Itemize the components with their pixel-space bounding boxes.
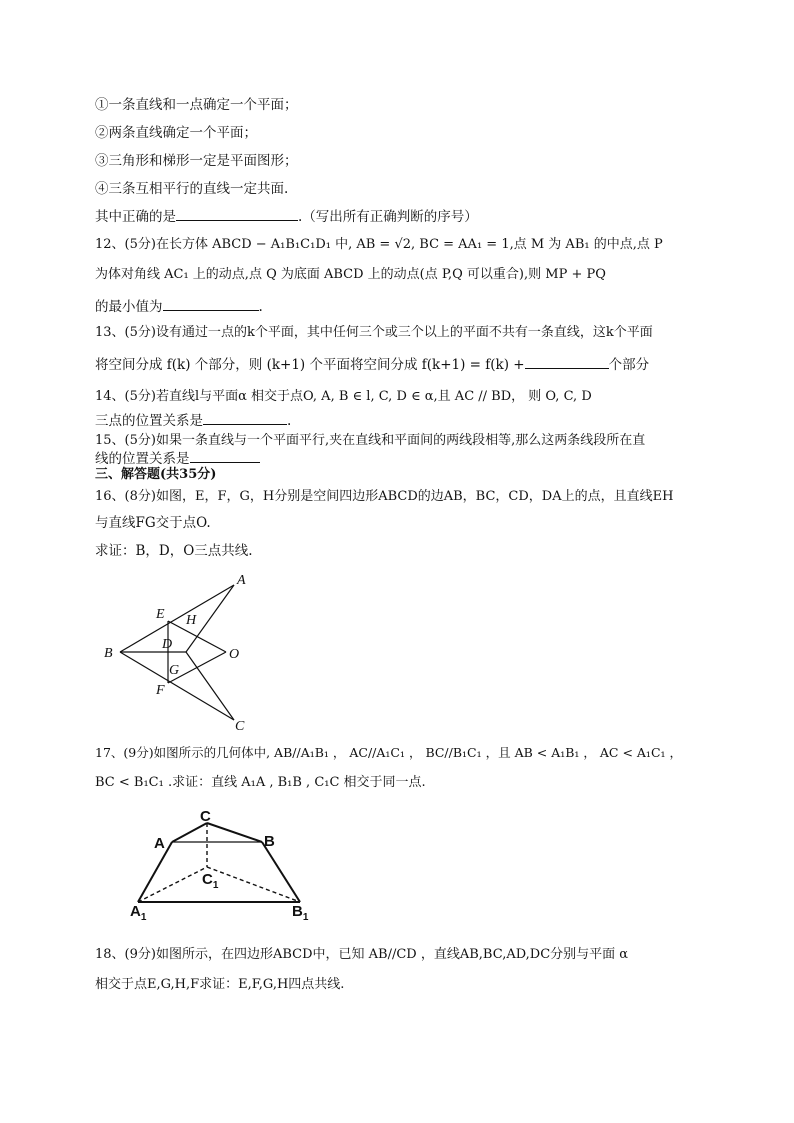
fig1-label-e: E — [156, 607, 165, 622]
statement-3: ③三角形和梯形一定是平面图形； — [95, 153, 298, 169]
q11-answer-line — [95, 206, 705, 226]
q13-line2-suffix: 个部分 — [608, 357, 650, 373]
q14-answer-prefix: 三点的位置关系是 — [95, 413, 203, 429]
q14-answer-suffix: . — [287, 413, 292, 429]
q15-answer-prefix: 线的位置关系是 — [95, 451, 190, 467]
q14-line-1: 14、(5分)若直线l与平面α 相交于点O, A, B ∈ l, C, D ∈ α,且 AC // BD， 则 O, C, D — [95, 389, 592, 404]
statement-4: ④三条互相平行的直线一定共面. — [95, 181, 289, 197]
fig2-label-b: B — [264, 833, 275, 850]
q18-line-2: 相交于点E,G,H,F求证：E,F,G,H四点共线. — [95, 977, 345, 992]
fig1-label-b: B — [104, 646, 113, 661]
fig1-label-h: H — [186, 613, 197, 628]
fig2-label-b1-letter: B — [292, 903, 303, 920]
q12-answer-prefix: 的最小值为 — [95, 299, 163, 315]
figure-spatial-quadrilateral — [96, 570, 266, 735]
edge-c1b1-dashed — [207, 867, 300, 902]
q12-line-2: 为体对角线 AC₁ 上的动点,点 Q 为底面 ABCD 上的动点(点 P,Q 可以重合),则 MP + PQ — [95, 267, 606, 282]
edge-cd — [186, 652, 234, 720]
fig2-label-a1-letter: A — [130, 903, 141, 920]
fig2-label-c1 — [202, 871, 219, 891]
q11-answer-prefix: 其中正确的是 — [95, 209, 176, 225]
q11-answer-blank[interactable] — [176, 206, 298, 221]
q15-line-1: 15、(5分)如果一条直线与一个平面平行,夹在直线和平面间的两线段相等,那么这两条线段所在直 — [95, 433, 646, 448]
q12-line-3 — [95, 296, 705, 316]
section-3-heading: 三、解答题(共35分) — [95, 467, 217, 482]
q13-answer-blank[interactable] — [525, 354, 609, 369]
statement-2: ②两条直线确定一个平面； — [95, 125, 257, 141]
q17-line-1: 17、(9分)如图所示的几何体中, AB//A₁B₁ ， AC//A₁C₁ ， BC//B₁C₁ ，且 AB < A₁B₁ ， AC < A₁C₁ ， — [95, 745, 682, 760]
fig2-label-c: C — [200, 808, 211, 825]
q15-line-2 — [95, 448, 705, 468]
statement-1: ①一条直线和一点确定一个平面； — [95, 97, 298, 113]
edge-ba — [120, 585, 234, 652]
line-eo — [168, 621, 226, 652]
fig2-label-b1 — [292, 903, 309, 923]
q14-answer-blank[interactable] — [203, 410, 287, 425]
q13-line-1: 13、(5分)设有通过一点的k个平面，其中任何三个或三个以上的平面不共有一条直线，这k个平面 — [95, 325, 653, 340]
fig2-label-c1-letter: C — [202, 871, 213, 888]
q18-line-1: 18、(9分)如图所示，在四边形ABCD中，已知 AB//CD ，直线AB,BC,AD,DC分别与平面 α — [95, 947, 629, 962]
q15-answer-blank[interactable] — [190, 448, 260, 463]
fig1-label-c: C — [235, 719, 245, 734]
fig1-label-a: A — [237, 573, 246, 588]
q14-line-2 — [95, 410, 705, 430]
q13-line-2 — [95, 354, 705, 374]
edge-cb — [207, 823, 262, 842]
fig2-label-a1 — [130, 903, 147, 923]
fig1-label-f: F — [156, 683, 165, 698]
edge-bb1 — [262, 842, 300, 902]
q17-line-2: BC < B₁C₁ .求证：直线 A₁A , B₁B , C₁C 相交于同一点. — [95, 775, 426, 790]
q11-answer-suffix: .（写出所有正确判断的序号） — [298, 209, 478, 225]
figure-frustum — [122, 805, 322, 925]
q16-line-2: 与直线FG交于点O. — [95, 515, 211, 531]
q12-line-1: 12、(5分)在长方体 ABCD − A₁B₁C₁D₁ 中, AB = √2, BC = AA₁ = 1,点 M 为 AB₁ 的中点,点 P — [95, 237, 663, 252]
fig2-label-a: A — [154, 835, 165, 852]
fig2-label-a1-sub: 1 — [140, 912, 147, 923]
q13-line2-prefix: 将空间分成 f(k) 个部分，则 (k+1) 个平面将空间分成 f(k+1) = f(k) + — [95, 357, 525, 373]
q12-answer-blank[interactable] — [163, 296, 259, 311]
q16-line-3: 求证：B，D，O三点共线. — [95, 543, 253, 559]
q16-line-1: 16、(8分)如图，E，F，G，H分别是空间四边形ABCD的边AB，BC，CD，DA上的点，且直线EH — [95, 489, 674, 504]
edge-ac — [172, 823, 207, 842]
fig2-label-c1-sub: 1 — [212, 880, 219, 891]
fig2-label-b1-sub: 1 — [302, 912, 309, 923]
q12-answer-suffix: . — [258, 299, 263, 315]
fig1-label-o: O — [229, 647, 240, 662]
fig1-label-g: G — [169, 663, 180, 678]
fig1-label-d: D — [162, 637, 173, 652]
